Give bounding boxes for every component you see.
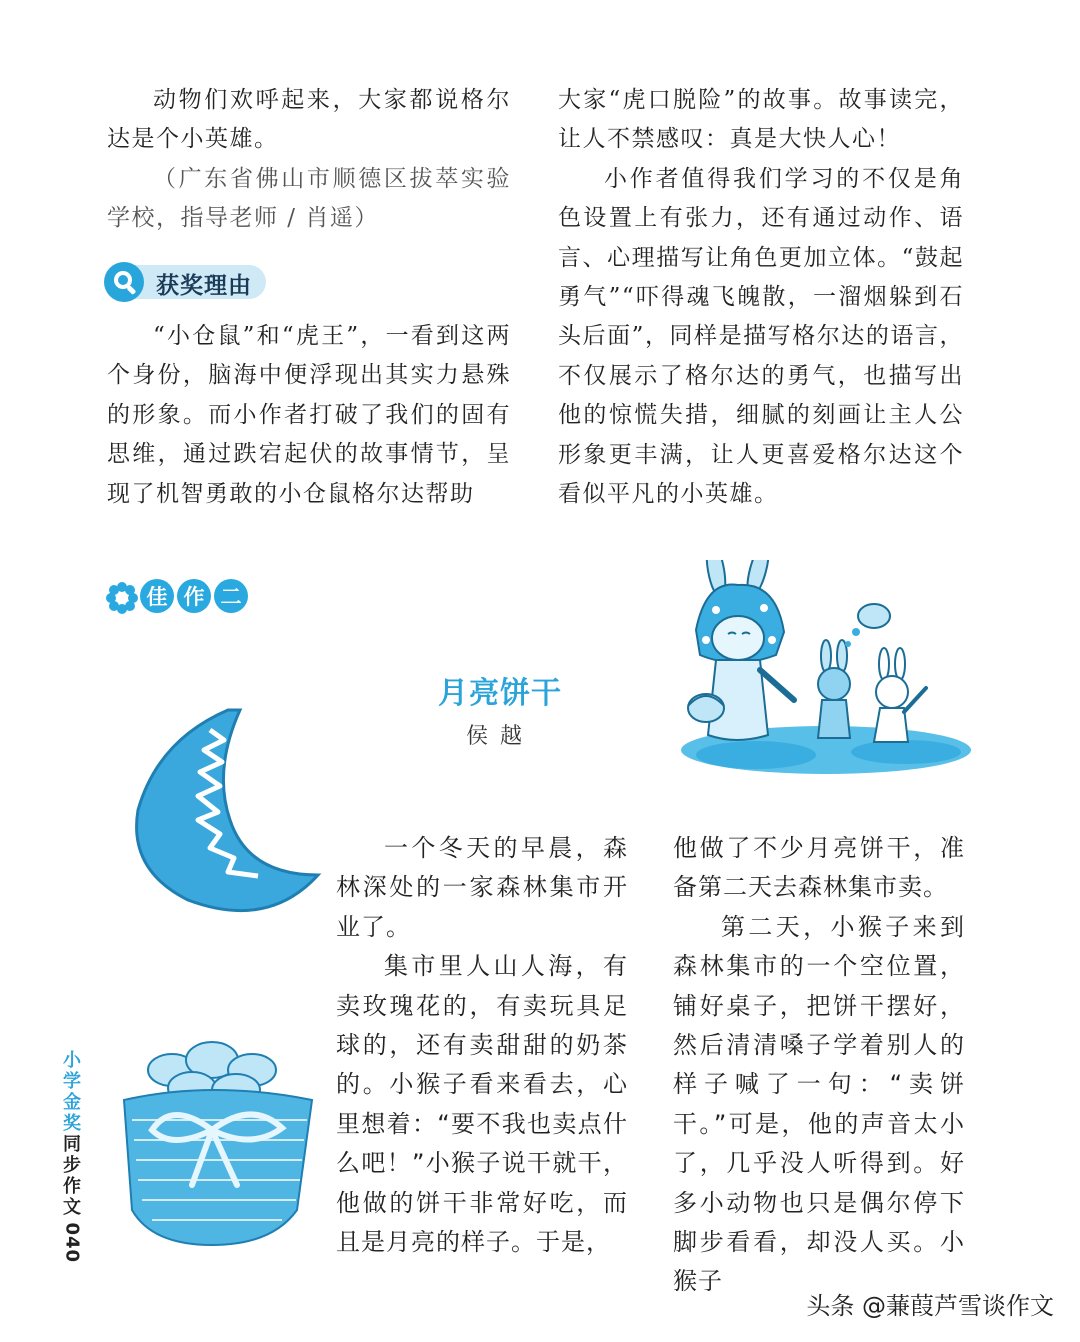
story-column-1 xyxy=(336,829,628,1262)
paragraph: 第二天，小猴子来到森林集市的一个空位置，铺好桌子，把饼干摆好，然后清清嗓子学着别人的样子喊了一句：“卖饼干。”可是，他的声音太小了，几乎没人听得到。好多小动物也只是偶尔停下脚步看看，却没人买。小猴子 xyxy=(673,912,965,1296)
magnifier-icon xyxy=(104,262,144,302)
watermark: 头条 @蒹葭芦雪谈作文 xyxy=(806,1292,1054,1320)
paragraph: 动物们欢呼起来，大家都说格尔达是个小英雄。 xyxy=(107,87,511,153)
school-note: （广东省佛山市顺德区拔萃实验学校，指导老师 / 肖遥） xyxy=(107,165,511,232)
paragraph: “小仓鼠”和“虎王”，一看到这两个身份，脑海中便浮现出其实力悬殊的形象。而小作者打破了我们的固有思维，通过跌宕起伏的故事情节，呈现了机智勇敢的小仓鼠格尔达帮助 xyxy=(107,323,511,507)
paragraph: 一个冬天的早晨，森林深处的一家森林集市开业了。 xyxy=(336,834,628,941)
magazine-name-bottom: 同步作文 xyxy=(63,1134,81,1218)
upper-left-column xyxy=(107,81,511,239)
paragraph: 大家“虎口脱险”的故事。故事读完，让人不禁感叹：真是大快人心！ xyxy=(558,87,964,153)
award-reason-label: 获奖理由 xyxy=(156,273,252,299)
magazine-side-label xyxy=(58,1050,86,1264)
story-title: 月亮饼干 xyxy=(438,676,562,711)
badge-char: 佳 xyxy=(140,579,174,613)
award-left-column xyxy=(107,317,511,514)
story-column-2 xyxy=(673,829,965,1302)
bunny-family-illustration xyxy=(676,560,971,775)
paragraph: 集市里人山人海，有卖玫瑰花的，有卖玩具足球的，还有卖甜甜的奶茶的。小猴子看来看去，心里想着：“要不我也卖点什么吧！”小猴子说干就干，他做的饼干非常好吃，而且是月亮的样子。于是， xyxy=(336,952,628,1257)
badge-char: 作 xyxy=(177,579,211,613)
cookie-basket-illustration xyxy=(112,1010,322,1250)
badge-char: 二 xyxy=(214,579,248,613)
story-author: 侯越 xyxy=(465,724,534,749)
moon-cookie-illustration xyxy=(118,700,328,940)
magazine-name-top: 小学金奖 xyxy=(63,1050,81,1134)
flower-icon xyxy=(104,580,140,616)
upper-right-column xyxy=(558,81,964,514)
paragraph: 小作者值得我们学习的不仅是角色设置上有张力，还有通过动作、语言、心理描写让角色更加立体。“鼓起勇气”“吓得魂飞魄散，一溜烟躲到石头后面”，同样是描写格尔达的语言，不仅展示了格尔达的勇气，也描写出他的惊慌失措，细腻的刻画让主人公形象更丰满，让人更喜爱格尔达这个看似平凡的小英雄。 xyxy=(558,165,964,508)
paragraph: 他做了不少月亮饼干，准备第二天去森林集市卖。 xyxy=(673,834,965,902)
selected-work-badge xyxy=(104,578,254,618)
page-number: 040 xyxy=(61,1222,83,1264)
award-reason-badge xyxy=(104,262,264,302)
